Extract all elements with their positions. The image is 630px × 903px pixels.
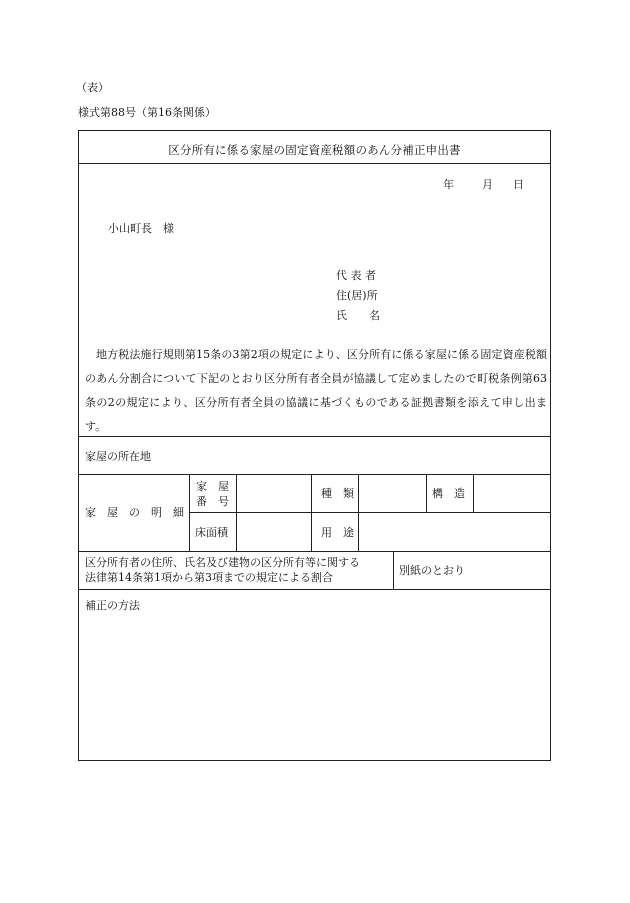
ratio-value: 別紙のとおり — [399, 564, 465, 577]
type-left-separator — [311, 474, 312, 551]
structure-right-separator — [473, 474, 474, 512]
house-number-label-line2: 番 号 — [196, 495, 229, 508]
date-day: 日 — [513, 178, 524, 191]
details-bottom-divider — [79, 551, 550, 552]
structure-left-separator — [426, 474, 427, 512]
location-top-divider — [79, 436, 550, 437]
form-number: 様式第88号（第16条関係） — [78, 106, 216, 119]
house-number-separator — [236, 474, 237, 551]
correction-top-divider — [79, 589, 550, 590]
details-label-separator — [189, 474, 190, 551]
date-month: 月 — [482, 178, 493, 191]
ratio-label-line1: 区分所有者の住所、氏名及び建物の区分所有等に関する — [85, 556, 360, 569]
representative-label: 代 表 者 — [336, 269, 376, 282]
ratio-separator — [393, 551, 394, 589]
name-label: 氏 名 — [336, 309, 380, 322]
application-form — [78, 130, 551, 761]
date-year: 年 — [443, 178, 454, 191]
statement-paragraph: 地方税法施行規則第15条の3第2項の規定により、区分所有に係る家屋に係る固定資産税額のあん分割合について下記のとおり区分所有者全員が協議して定めましたので町税条例第63条の2の規定により、区分所有者全員の協議に基づくものである証拠書類を添えて申し出ます。 — [85, 348, 547, 433]
details-middle-divider — [189, 512, 550, 513]
correction-label: 補正の方法 — [85, 599, 140, 612]
details-label: 家 屋 の 明 細 — [85, 506, 184, 519]
type-right-separator — [358, 474, 359, 551]
ratio-label-line2: 法律第14条第1項から第3項までの規定による割合 — [85, 571, 333, 584]
details-top-divider — [79, 474, 550, 475]
form-title: 区分所有に係る家屋の固定資産税額のあん分補正申出書 — [168, 143, 461, 157]
title-divider — [79, 163, 550, 164]
addressee: 小山町長 様 — [108, 222, 174, 235]
location-label: 家屋の所在地 — [85, 450, 151, 463]
side-label: （表） — [76, 81, 109, 94]
house-number-label-line1: 家 屋 — [196, 480, 229, 493]
usage-label: 用 途 — [321, 526, 354, 539]
address-label: 住(居)所 — [336, 289, 378, 302]
structure-label: 構 造 — [432, 487, 465, 500]
floor-area-label: 床面積 — [195, 526, 228, 539]
type-label: 種 類 — [321, 487, 354, 500]
